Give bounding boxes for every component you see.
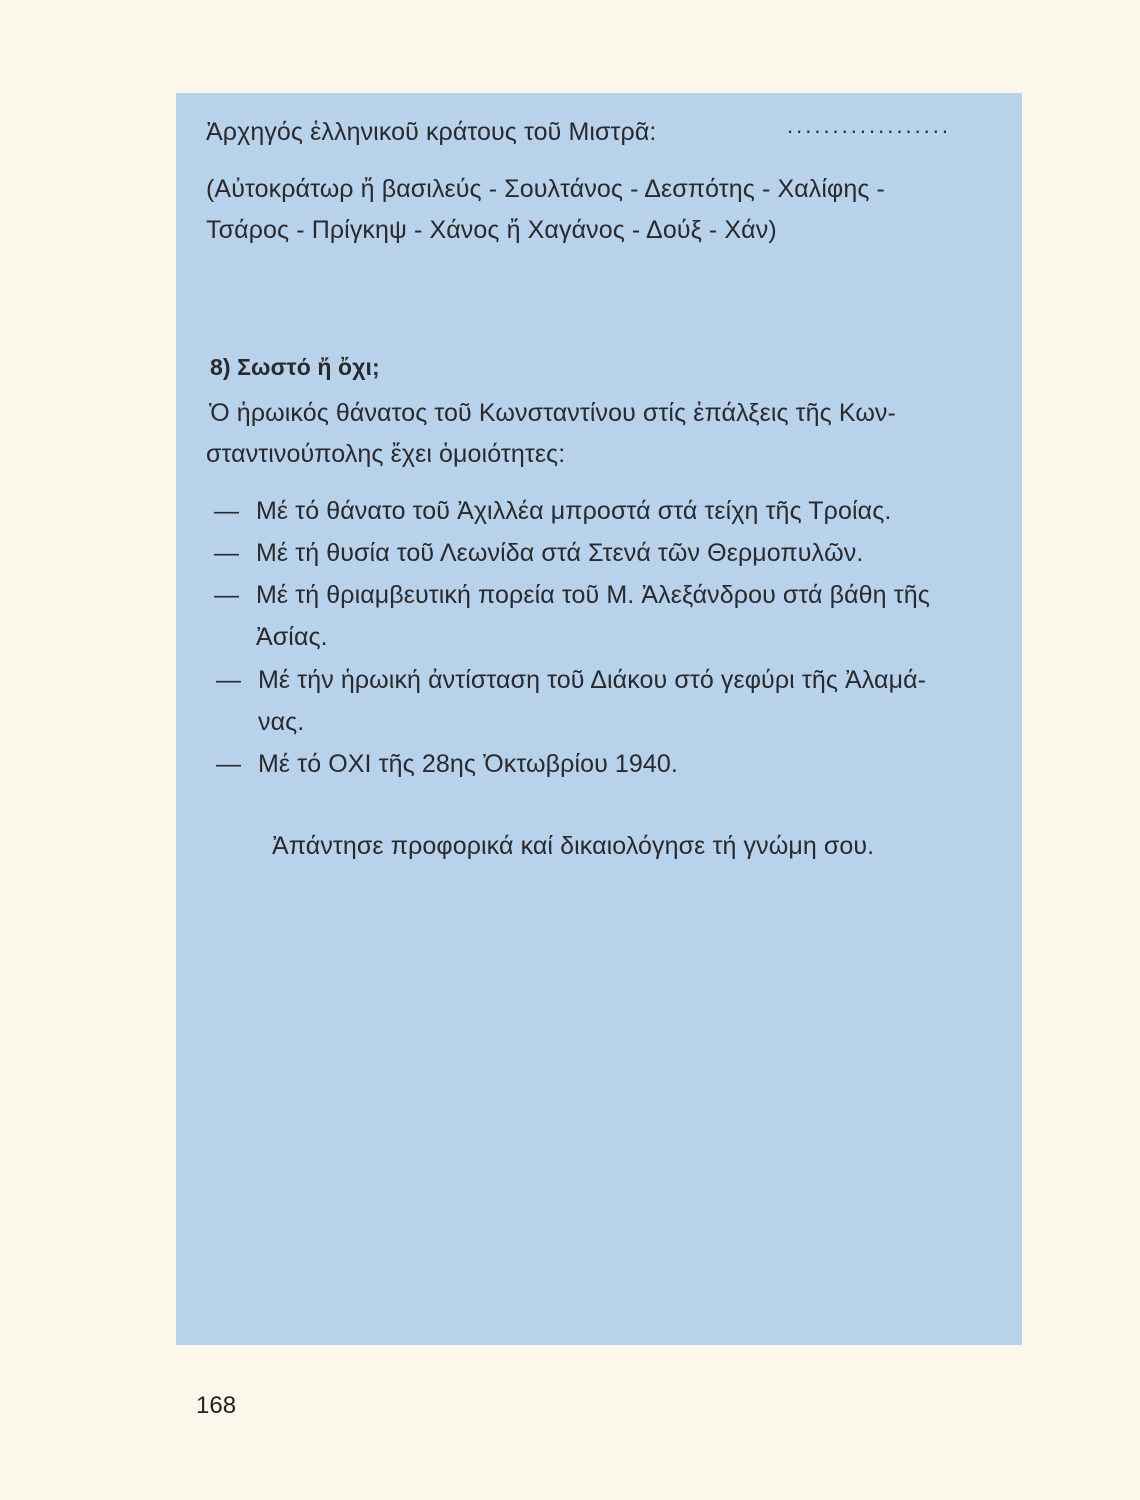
list-dash: — [214, 581, 239, 609]
list-item: Μέ τό ΟΧΙ τῆς 28ης Ὀκτωβρίου 1940. [258, 750, 678, 778]
list-item: Μέ τή θριαμβευτική πορεία τοῦ Μ. Ἀλεξάνδρου στά βάθη τῆς [256, 581, 930, 609]
list-item-continuation: νας. [258, 708, 305, 736]
list-dash: — [216, 750, 241, 778]
answer-blank-dots: .................. [787, 113, 952, 138]
list-dash: — [214, 497, 239, 525]
list-dash: — [214, 539, 239, 567]
list-item-continuation: Ἀσίας. [256, 623, 328, 651]
leader-title: Ἀρχηγός ἑλληνικοῦ κράτους τοῦ Μιστρᾶ: [206, 118, 657, 146]
list-item: Μέ τό θάνατο τοῦ Ἀχιλλέα μπροστά στά τείχη τῆς Τροίας. [256, 497, 892, 525]
question-intro-line-1: Ὁ ἡρωικός θάνατος τοῦ Κωνσταντίνου στίς ἐπάλξεις τῆς Κων- [209, 399, 896, 427]
question-intro-line-2: σταντινούπολης ἔχει ὁμοιότητες: [206, 440, 566, 468]
page-number: 168 [196, 1392, 237, 1419]
instruction-text: Ἀπάντησε προφορικά καί δικαιολόγησε τή γνώμη σου. [272, 832, 875, 860]
list-item: Μέ τήν ἡρωική ἀντίσταση τοῦ Διάκου στό γεφύρι τῆς Ἀλαμά- [258, 666, 927, 694]
options-line-1: (Αὐτοκράτωρ ἤ βασιλεύς - Σουλτάνος - Δεσπότης - Χαλίφης - [206, 175, 885, 203]
list-item: Μέ τή θυσία τοῦ Λεωνίδα στά Στενά τῶν Θερμοπυλῶν. [256, 539, 864, 567]
options-line-2: Τσάρος - Πρίγκηψ - Χάνος ἤ Χαγάνος - Δούξ - Χάν) [206, 216, 777, 244]
question-heading: 8) Σωστό ἤ ὄχι; [210, 354, 380, 380]
list-dash: — [216, 666, 241, 694]
